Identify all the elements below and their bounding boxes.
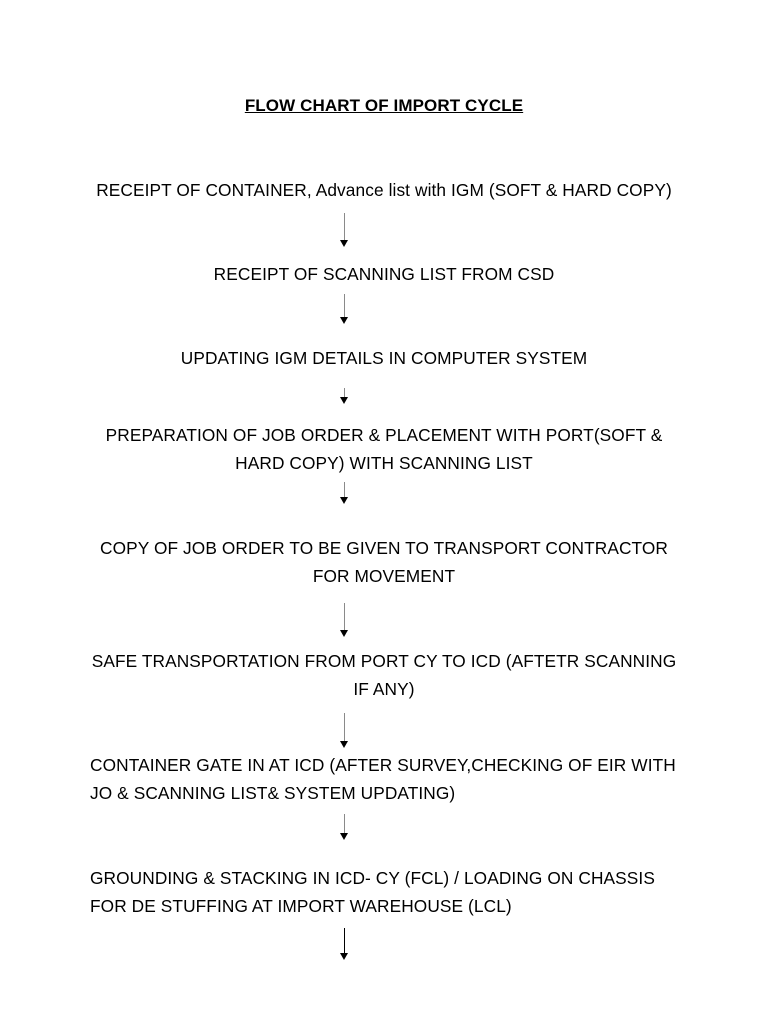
arrow-head-icon — [340, 317, 348, 324]
arrow-head-icon — [340, 741, 348, 748]
arrow-shaft — [344, 713, 345, 742]
arrow-shaft — [344, 482, 345, 498]
flow-step-grounding-and-stacking: GROUNDING & STACKING IN ICD- CY (FCL) / LOADING ON CHASSIS FOR DE STUFFING AT IMPORT WAREHOUSE (LCL) — [90, 868, 655, 916]
page-title: FLOW CHART OF IMPORT CYCLE — [244, 96, 524, 115]
flow-arrow-7 — [339, 814, 351, 842]
flow-arrow-1 — [339, 213, 351, 249]
flow-step-container-gate-in: CONTAINER GATE IN AT ICD (AFTER SURVEY,CHECKING OF EIR WITH JO & SCANNING LIST& SYSTEM UPDATING) — [90, 755, 676, 803]
arrow-head-icon — [340, 953, 348, 960]
flow-step-copy-of-job-order: COPY OF JOB ORDER TO BE GIVEN TO TRANSPORT CONTRACTOR FOR MOVEMENT — [99, 538, 668, 586]
flow-arrow-3 — [339, 388, 351, 406]
flow-arrow-2 — [339, 294, 351, 326]
arrow-shaft — [344, 213, 345, 241]
arrow-shaft — [344, 294, 345, 318]
flow-arrow-8 — [339, 928, 351, 962]
flow-step-preparation-of-job-order: PREPARATION OF JOB ORDER & PLACEMENT WITH PORT(SOFT & HARD COPY) WITH SCANNING LIST — [105, 425, 663, 473]
flow-step-receipt-of-container: RECEIPT OF CONTAINER, Advance list with IGM (SOFT & HARD COPY) — [96, 180, 672, 200]
arrow-head-icon — [340, 240, 348, 247]
flow-step-updating-igm-details: UPDATING IGM DETAILS IN COMPUTER SYSTEM — [180, 348, 588, 368]
arrow-head-icon — [340, 497, 348, 504]
arrow-shaft — [344, 603, 345, 631]
flow-arrow-5 — [339, 603, 351, 639]
flow-step-safe-transportation: SAFE TRANSPORTATION FROM PORT CY TO ICD (AFTETR SCANNING IF ANY) — [91, 651, 677, 699]
flow-arrow-4 — [339, 482, 351, 506]
arrow-shaft — [344, 814, 345, 834]
flow-arrow-6 — [339, 713, 351, 750]
arrow-shaft — [344, 928, 345, 954]
arrow-head-icon — [340, 630, 348, 637]
arrow-head-icon — [340, 833, 348, 840]
arrow-head-icon — [340, 397, 348, 404]
flow-step-receipt-of-scanning-list: RECEIPT OF SCANNING LIST FROM CSD — [213, 264, 555, 284]
